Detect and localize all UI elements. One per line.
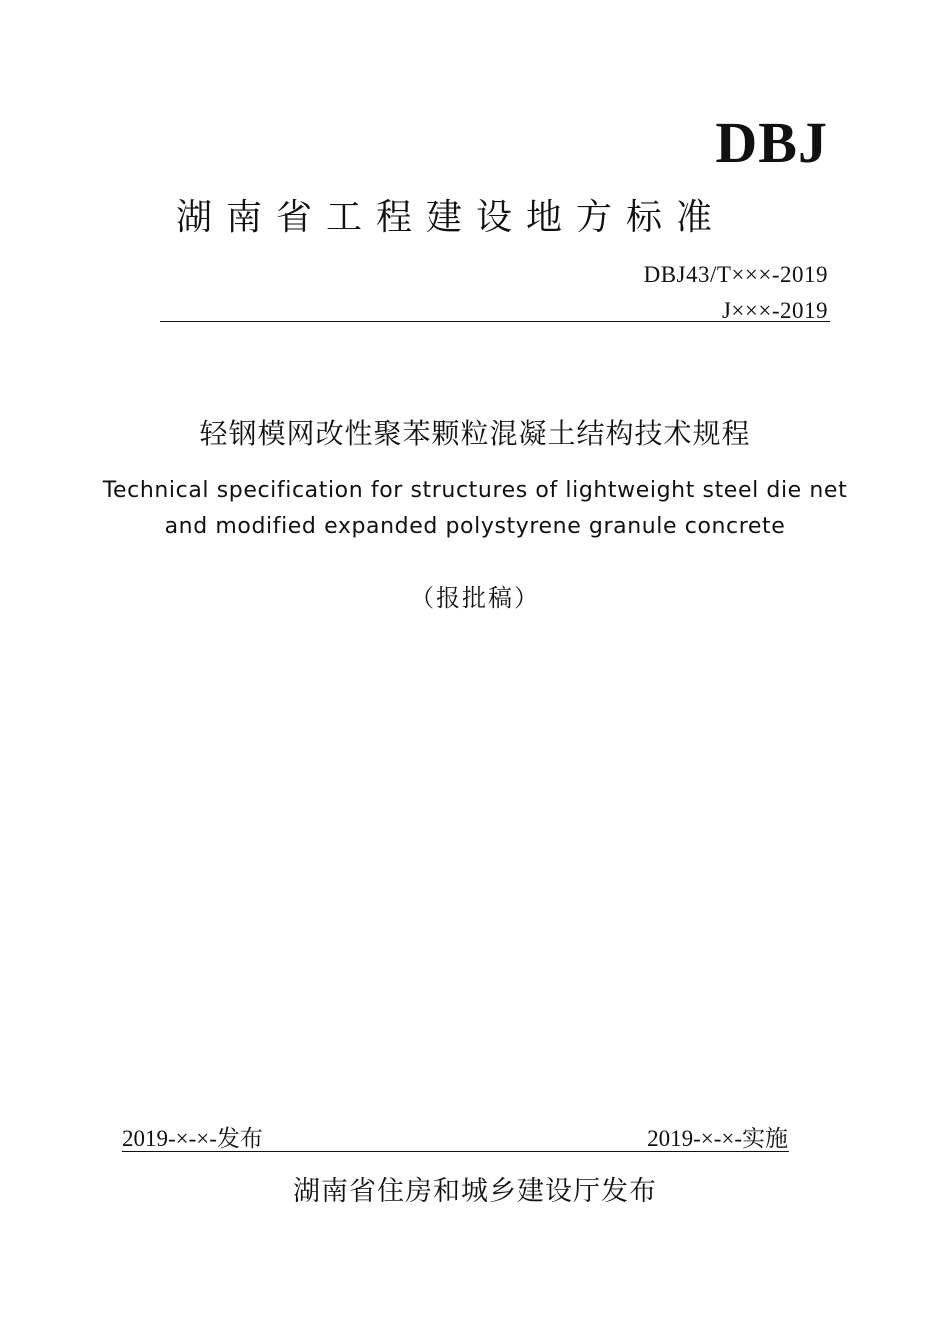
record-code: J×××-2019 [721,298,828,323]
standard-code: DBJ43/T×××-2019 [643,262,828,287]
document-title-english-line-1: Technical specification for structures of lightweight steel die net [102,478,848,503]
date-divider [122,1151,789,1152]
dbj-mark: DBJ [715,110,828,175]
draft-status: （报批稿） [410,584,540,612]
standard-type-heading: 湖南省工程建设地方标准 [176,197,727,238]
effective-date: 2019-×-×-实施 [647,1126,788,1151]
document-title-chinese: 轻钢模网改性聚苯颗粒混凝土结构技术规程 [199,417,751,450]
header-divider [160,321,830,322]
publisher: 湖南省住房和城乡建设厅发布 [293,1176,657,1207]
issue-date: 2019-×-×-发布 [122,1126,263,1151]
document-title-english-line-2: and modified expanded polystyrene granule concrete [164,514,786,539]
